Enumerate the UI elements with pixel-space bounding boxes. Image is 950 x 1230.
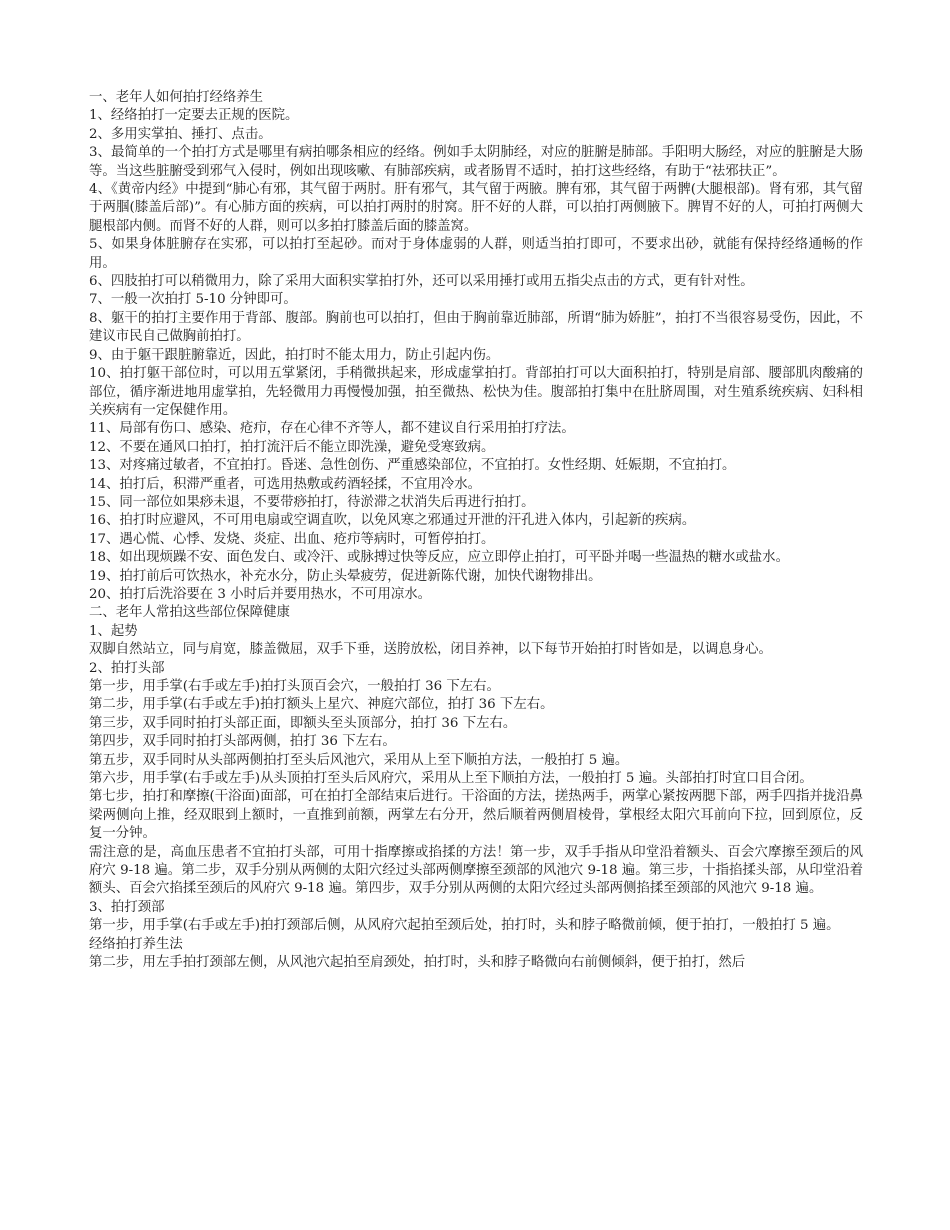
paragraph: 需注意的是，高血压患者不宜拍打头部，可用十指摩擦或掐揉的方法！第一步，双手手指从印堂沿着额头、百会穴摩擦至颈后的风府穴 9-18 遍。第二步，双手分别从两侧的太阳穴经过头部两侧摩擦至颈部的风池穴 9-18 遍。第三步，十指掐揉头部，从印堂沿着额头、百会穴掐揉至颈后的风府穴 9-18 遍。第四步，双手分别从两侧的太阳穴经过头部两侧掐揉至颈部的风池穴 9-18 遍。 (89, 844, 863, 897)
step-item: 第三步，双手同时拍打头部正面，即额头至头顶部分，拍打 36 下左右。 (89, 715, 517, 731)
list-item: 5、如果身体脏腑存在实邪，可以拍打至起砂。而对于身体虚弱的人群，则适当拍打即可，不要求出砂，就能有保持经络通畅的作用。 (89, 237, 863, 271)
list-item: 18、如出现烦躁不安、面色发白、或冷汗、或脉搏过快等反应，应立即停止拍打，可平卧并喝一些温热的糖水或盐水。 (89, 550, 789, 566)
list-item: 13、对疼痛过敏者，不宜拍打。昏迷、急性创伤、严重感染部位，不宜拍打。女性经期、妊娠期，不宜拍打。 (89, 458, 736, 474)
paragraph: 双脚自然站立，同与肩宽，膝盖微屈，双手下垂，送胯放松，闭目养神，以下每节开始拍打时皆如是，以调息身心。 (89, 642, 772, 658)
step-item: 第二步，用左手拍打颈部左侧，从风池穴起拍至肩颈处，拍打时，头和脖子略微向右前侧倾斜，便于拍打，然后 (89, 955, 746, 971)
list-item: 2、多用实掌拍、捶打、点击。 (89, 126, 272, 142)
step-item: 第五步，双手同时从头部两侧拍打至头后风池穴，采用从上至下顺拍方法，一般拍打 5 遍。 (89, 752, 629, 768)
step-item: 第一步，用手掌(右手或左手)拍打颈部后侧，从风府穴起拍至颈后处，拍打时，头和脖子略微前倾，便于拍打，一般拍打 5 遍。 (89, 918, 840, 934)
section-heading: 二、老年人常拍这些部位保障健康 (89, 605, 290, 621)
document-body (89, 89, 863, 973)
list-item: 12、不要在通风口拍打，拍打流汗后不能立即洗澡，避免受寒致病。 (89, 439, 495, 455)
list-item: 7、一般一次拍打 5-10 分钟即可。 (89, 292, 297, 308)
list-item: 3、最简单的一个拍打方式是哪里有病拍哪条相应的经络。例如手太阴肺经，对应的脏腑是肺部。手阳明大肠经，对应的脏腑是大肠等。当这些脏腑受到邪气入侵时，例如出现咳嗽、有肺部疾病，或者肠胃不适时，拍打这些经络，有助于“祛邪扶正”。 (89, 145, 863, 179)
list-item: 8、躯干的拍打主要作用于背部、腹部。胸前也可以拍打，但由于胸前靠近肺部，所谓“肺为娇脏”，拍打不当很容易受伤，因此，不建议市民自己做胸前拍打。 (89, 310, 863, 345)
list-item: 16、拍打时应避风，不可用电扇或空调直吹，以免风寒之邪通过开泄的汗孔进入体内，引起新的疾病。 (89, 513, 696, 529)
step-item: 第一步，用手掌(右手或左手)拍打头顶百会穴，一般拍打 36 下左右。 (89, 679, 500, 694)
step-item: 第七步，拍打和摩擦(干浴面)面部，可在拍打全部结束后进行。干浴面的方法，搓热两手，两掌心紧按两腮下部，两手四指并拢沿鼻梁两侧向上推，经双眼到上额时，一直推到前额，两掌左右分开，然后顺着两侧眉棱骨，掌根经太阳穴耳前向下拉，回到原位，反复一分钟。 (89, 789, 863, 842)
list-item: 4、《黄帝内经》中提到“肺心有邪，其气留于两肘。肝有邪气，其气留于两腋。脾有邪，其气留于两髀(大腿根部)。肾有邪，其气留于两腘(膝盖后部)”。有心肺方面的疾病，可以拍打两肘的肘窝。肝不好的人群，可以拍打两侧腋下。脾胃不好的人，可拍打两侧大腿根部内侧。而肾不好的人群，则可以多拍打膝盖后面的膝盖窝。 (89, 182, 863, 234)
list-item: 14、拍打后，积滞严重者，可选用热敷或药酒轻揉，不宜用冷水。 (89, 476, 481, 492)
list-item: 10、拍打躯干部位时，可以用五掌紧闭，手稍微拱起来，形成虚掌拍打。背部拍打可以大面积拍打，特别是肩部、腰部肌肉酸痛的部位，循序渐进地用虚掌拍，先轻微用力再慢慢加强，拍至微热、松快为佳。腹部拍打集中在肚脐周围，对生殖系统疾病、妇科相关疾病有一定保健作用。 (89, 366, 863, 418)
running-title: 经络拍打养生法 (89, 936, 183, 952)
subsection-heading: 1、起势 (89, 623, 138, 639)
section-heading: 一、老年人如何拍打经络养生 (89, 90, 264, 105)
step-item: 第六步，用手掌(右手或左手)从头顶拍打至头后风府穴，采用从上至下顺拍方法，一般拍打 5 遍。头部拍打时宜口目合闭。 (89, 771, 813, 787)
subsection-heading: 3、拍打颈部 (89, 899, 165, 915)
list-item: 1、经络拍打一定要去正规的医院。 (89, 108, 299, 124)
step-item: 第二步，用手掌(右手或左手)拍打额头上星穴、神庭穴部位，拍打 36 下左右。 (89, 697, 554, 713)
list-item: 15、同一部位如果痧未退，不要带痧拍打，待淤滞之状消失后再进行拍打。 (89, 494, 535, 510)
list-item: 19、拍打前后可饮热水，补充水分，防止头晕疲劳，促进新陈代谢，加快代谢物排出。 (89, 568, 602, 584)
step-item: 第四步，双手同时拍打头部两侧，拍打 36 下左右。 (89, 734, 396, 750)
list-item: 6、四肢拍打可以稍微用力，除了采用大面积实掌拍打外，还可以采用捶打或用五指尖点击的方式，更有针对性。 (89, 274, 754, 290)
list-item: 17、遇心慌、心悸、发烧、炎症、出血、疮疖等病时，可暂停拍打。 (89, 531, 495, 547)
subsection-heading: 2、拍打头部 (89, 660, 165, 676)
list-item: 20、拍打后洗浴要在 3 小时后并要用热水，不可用凉水。 (89, 586, 432, 602)
list-item: 11、局部有伤口、感染、疮疖，存在心律不齐等人，都不建议自行采用拍打疗法。 (89, 421, 575, 437)
list-item: 9、由于躯干跟脏腑靠近，因此，拍打时不能太用力，防止引起内伤。 (89, 347, 500, 363)
